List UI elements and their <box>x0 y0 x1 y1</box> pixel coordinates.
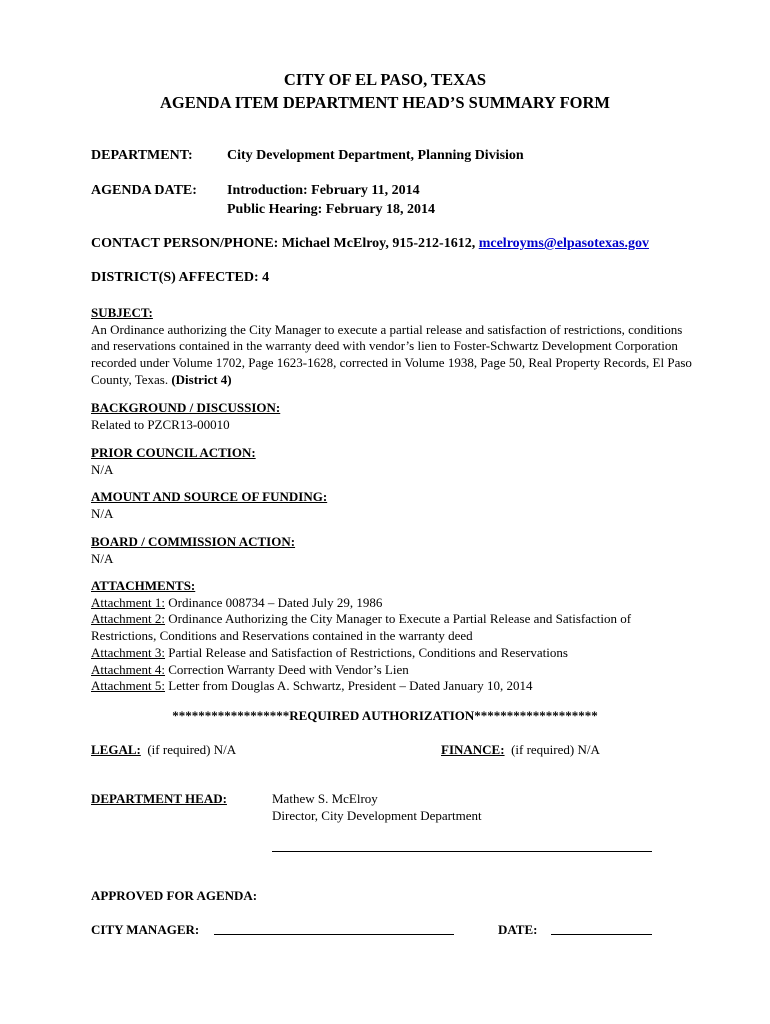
prior-action-text: N/A <box>91 461 114 477</box>
approved-for-agenda-heading: APPROVED FOR AGENDA: <box>91 888 258 903</box>
background-heading: BACKGROUND / DISCUSSION: <box>91 400 281 415</box>
finance-label: FINANCE: <box>441 742 505 757</box>
department-head-title: Director, City Development Department <box>272 808 482 823</box>
department-value: City Development Department, Planning Division <box>227 148 524 163</box>
public-hearing-date: Public Hearing: February 18, 2014 <box>227 202 436 217</box>
prior-action-section <box>91 445 701 478</box>
attachments-section <box>91 578 701 695</box>
required-authorization-banner: ******************REQUIRED AUTHORIZATION******************* <box>172 708 598 723</box>
board-text: N/A <box>91 550 114 566</box>
background-section <box>91 400 701 433</box>
board-section <box>91 534 701 567</box>
attachment-item <box>91 678 701 695</box>
contact-label: CONTACT PERSON/PHONE: <box>91 236 279 251</box>
document-title: CITY OF EL PASO, TEXAS <box>283 70 487 89</box>
attachment-text: Ordinance Authorizing the City Manager to Execute a Partial Release and Satisfaction of <box>165 611 632 627</box>
board-heading: BOARD / COMMISSION ACTION: <box>91 534 296 549</box>
attachment-text: Ordinance 008734 – Dated July 29, 1986 <box>165 594 383 610</box>
attachment-label: Attachment 1: <box>91 594 166 610</box>
background-text: Related to PZCR13-00010 <box>91 416 230 432</box>
attachment-item <box>91 662 701 679</box>
funding-text: N/A <box>91 505 114 521</box>
subject-section <box>91 305 701 389</box>
legal-value: (if required) N/A <box>140 742 237 757</box>
legal-label: LEGAL: <box>91 742 141 757</box>
department-label: DEPARTMENT: <box>91 148 193 163</box>
city-manager-signature-line[interactable] <box>214 934 454 935</box>
finance-value: (if required) N/A <box>504 742 600 757</box>
funding-heading: AMOUNT AND SOURCE OF FUNDING: <box>91 489 328 504</box>
introduction-date: Introduction: February 11, 2014 <box>227 183 420 198</box>
funding-section <box>91 489 701 522</box>
department-head-name: Mathew S. McElroy <box>272 791 378 806</box>
legal-line <box>91 742 236 759</box>
attachment-label: Attachment 3: <box>91 644 166 660</box>
finance-line <box>441 742 600 759</box>
date-label: DATE: <box>498 922 538 937</box>
attachment-item <box>91 611 701 628</box>
subject-district: (District 4) <box>171 371 232 387</box>
department-head-signature-line[interactable] <box>272 851 652 852</box>
attachment-label: Attachment 5: <box>91 678 166 694</box>
prior-action-heading: PRIOR COUNCIL ACTION: <box>91 445 256 460</box>
attachments-heading: ATTACHMENTS: <box>91 578 196 593</box>
districts-affected: DISTRICT(S) AFFECTED: 4 <box>91 270 270 285</box>
attachment-label: Attachment 2: <box>91 611 166 627</box>
attachment-label: Attachment 4: <box>91 661 166 677</box>
contact-email-link[interactable]: mcelroyms@elpasotexas.gov <box>478 236 649 251</box>
subject-heading: SUBJECT: <box>91 305 153 320</box>
attachment-continuation: Restrictions, Conditions and Reservations contained in the warranty deed <box>91 628 473 644</box>
subject-body: An Ordinance authorizing the City Manager to execute a partial release and satisfaction of restrictions, conditions and reservations contained in the warranty deed with vendor’s lien to Foster-Schwartz Development Corporation recorded under Volume 1702, Page 1623-1628, corrected in Volume 1938, Page 50, Real Property Records, El Paso County, Texas. <box>91 321 692 387</box>
subject-text <box>91 322 701 389</box>
contact-value: Michael McElroy, 915-212-1612, <box>278 236 479 251</box>
attachment-item <box>91 645 701 662</box>
date-signature-line[interactable] <box>551 934 652 935</box>
department-head-label: DEPARTMENT HEAD: <box>91 791 227 806</box>
attachment-item <box>91 595 701 612</box>
city-manager-label: CITY MANAGER: <box>91 922 200 937</box>
agenda-date-label: AGENDA DATE: <box>91 183 197 198</box>
attachment-text: Correction Warranty Deed with Vendor’s Lien <box>165 661 409 677</box>
attachment-text: Partial Release and Satisfaction of Restrictions, Conditions and Reservations <box>165 644 568 660</box>
contact-line <box>91 236 649 252</box>
document-subtitle: AGENDA ITEM DEPARTMENT HEAD’S SUMMARY FORM <box>160 93 610 112</box>
attachment-text: Letter from Douglas A. Schwartz, President – Dated January 10, 2014 <box>165 678 533 694</box>
